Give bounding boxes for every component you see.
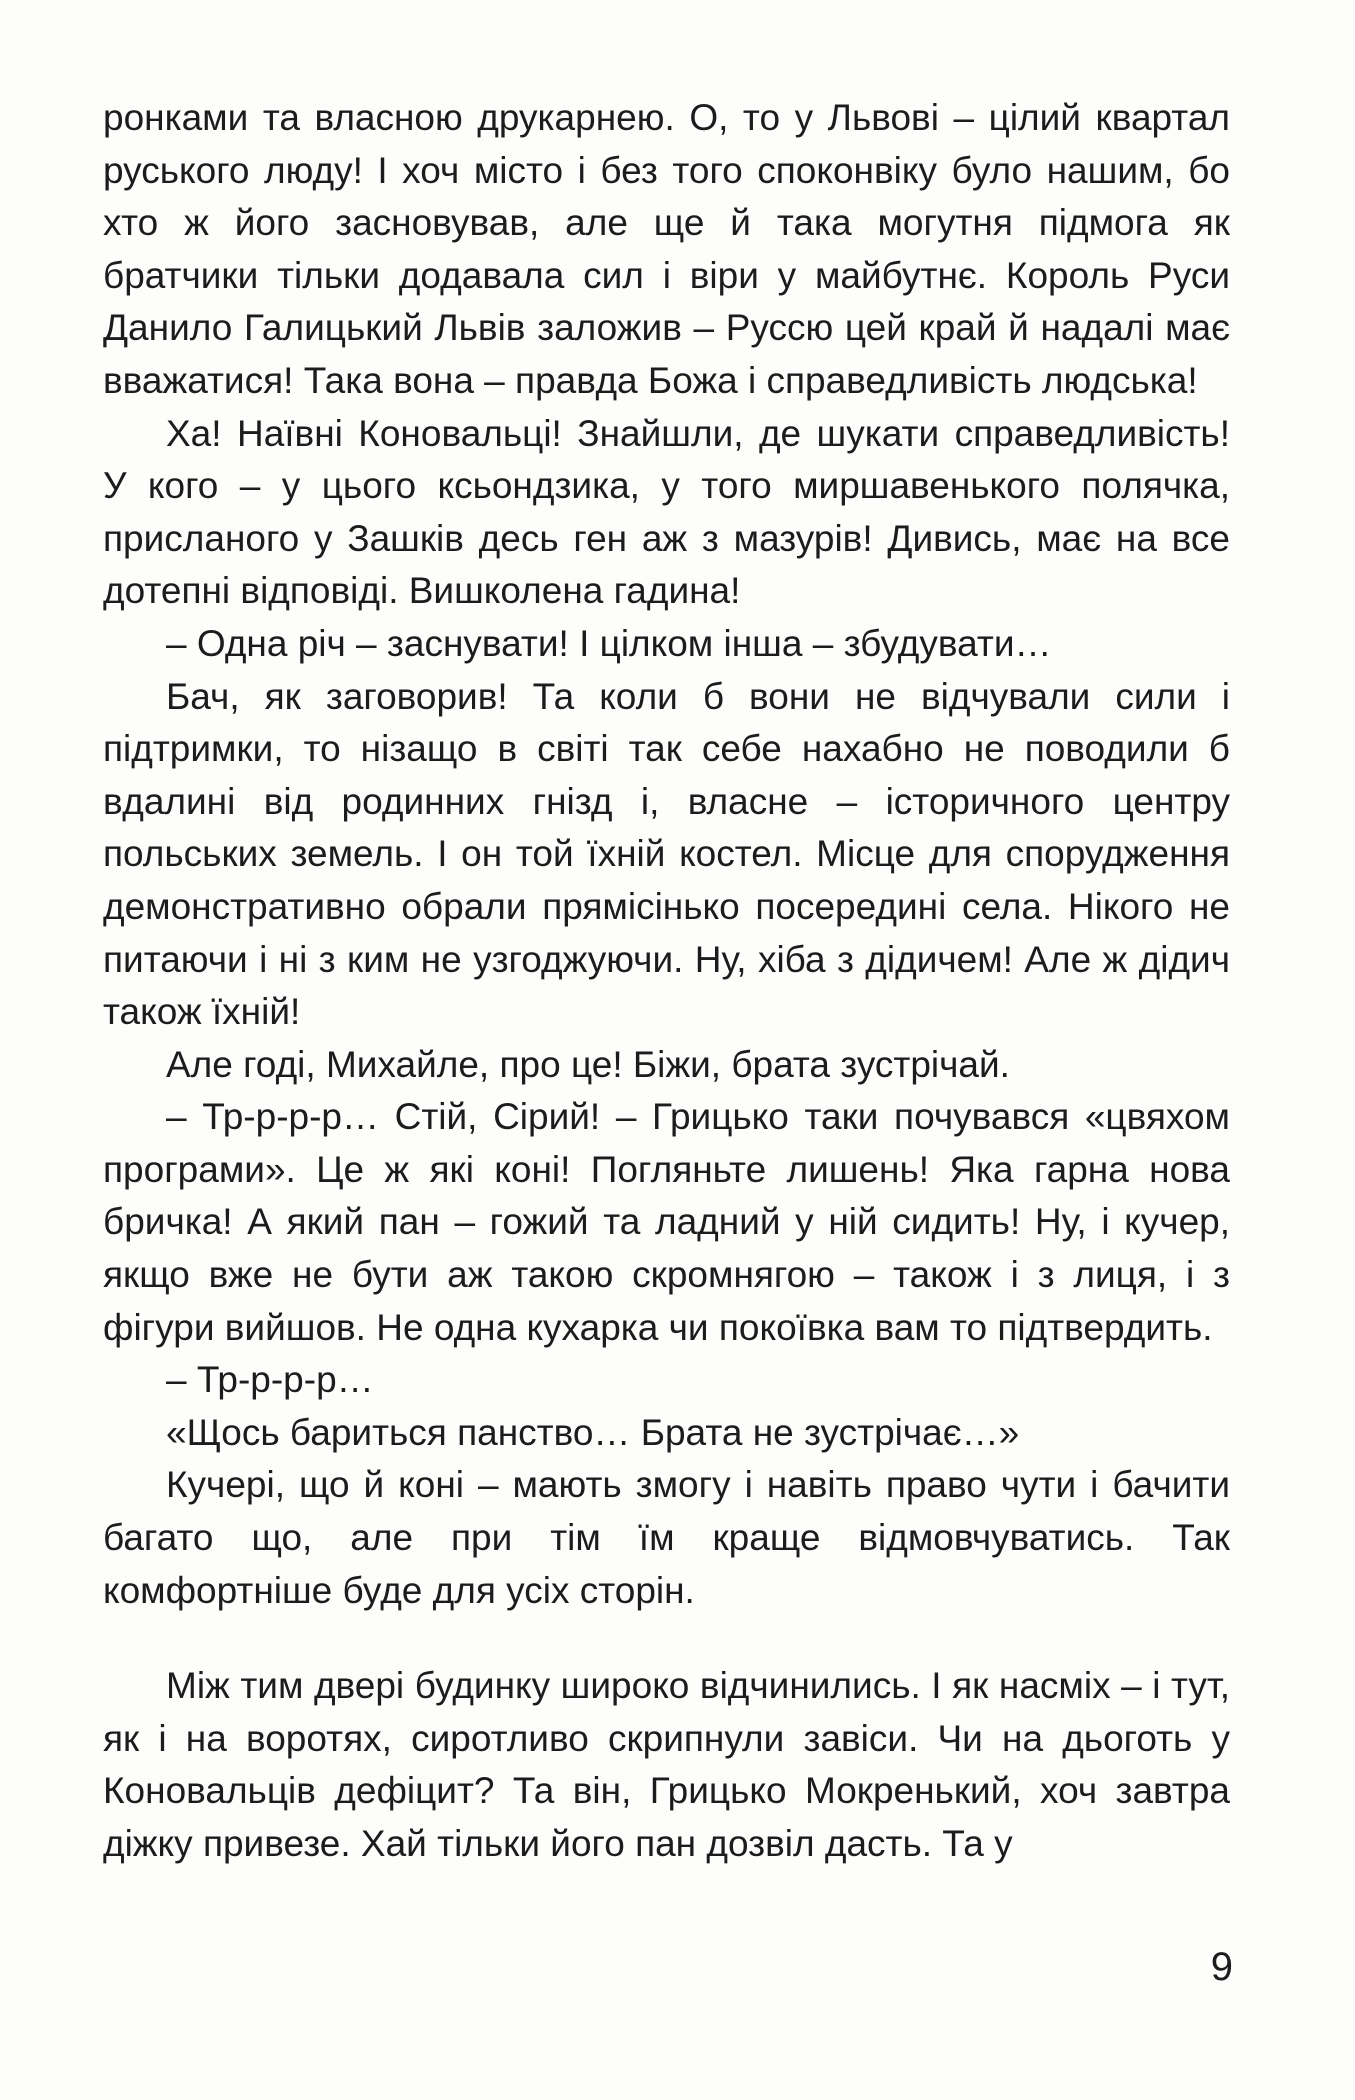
paragraph-5: Але годі, Михайле, про це! Біжи, брата зустрічай. <box>166 1043 1010 1085</box>
paragraph-7: – Тр-р-р-р… <box>166 1359 374 1401</box>
paragraph-4: Бач, як заговорив! Та коли б вони не відчували сили і підтримки, то нізащо в світі так себе нахабно не поводили б вдалині від родинних гнізд і, власне – історичного центру польських земель. І он той їхній костел. Місце для спорудження демонстративно обрали прямісінько посередині села. Нікого не питаючи і ні з ким не узгоджуючи. Ну, хіба з дідичем! Але ж дідич також їхній! <box>103 675 1230 1033</box>
paragraph-3: – Одна річ – заснувати! І цілком інша – збудувати… <box>166 622 1052 664</box>
page-number: 9 <box>1210 1945 1233 1989</box>
text-section-1 <box>103 92 1230 1617</box>
paragraph-8: «Щось бариться панство… Брата не зустрічає…» <box>166 1411 1020 1453</box>
paragraph-10: Між тим двері будинку широко відчинились. І як насміх – і тут, як і на воротях, сиротливо скрипнули завіси. Чи на дьоготь у Коновальців дефіцит? Та він, Грицько Мокренький, хоч завтра діжку привезе. Хай тільки його пан дозвіл дасть. Та у <box>103 1665 1230 1864</box>
paragraph-6: – Тр-р-р-р… Стій, Сірий! – Грицько таки почувався «цвяхом програми». Це ж які коні! Погляньте лишень! Яка гарна нова бричка! А який пан – гожий та ладний у ній сидить! Ну, і кучер, якщо вже не бути аж такою скромнягою – також і з лиця, і з фігури вийшов. Не одна кухарка чи покоївка вам то підтвердить. <box>103 1096 1230 1348</box>
text-section-2 <box>103 1660 1230 1870</box>
paragraph-1: ронками та власною друкарнею. О, то у Львові – цілий квартал руського люду! І хоч місто і без того споконвіку було нашим, бо хто ж його засновував, але ще й така могутня підмога як братчики тільки додавала сил і віри у майбутнє. Король Руси Данило Галицький Львів заложив – Руссю цей край й надалі має вважатися! Така вона – правда Божа і справедливість людська! <box>103 97 1230 401</box>
paragraph-2: Ха! Наївні Коновальці! Знайшли, де шукати справедливість! У кого – у цього ксьондзика, у того миршавенького полячка, присланого у Зашків десь ген аж з мазурів! Дивись, має на все дотепні відповіді. Вишколена гадина! <box>103 412 1230 612</box>
paragraph-9: Кучері, що й коні – мають змогу і навіть право чути і бачити багато що, але при тім їм краще відмовчуватись. Так комфортніше буде для усіх сторін. <box>103 1464 1230 1611</box>
